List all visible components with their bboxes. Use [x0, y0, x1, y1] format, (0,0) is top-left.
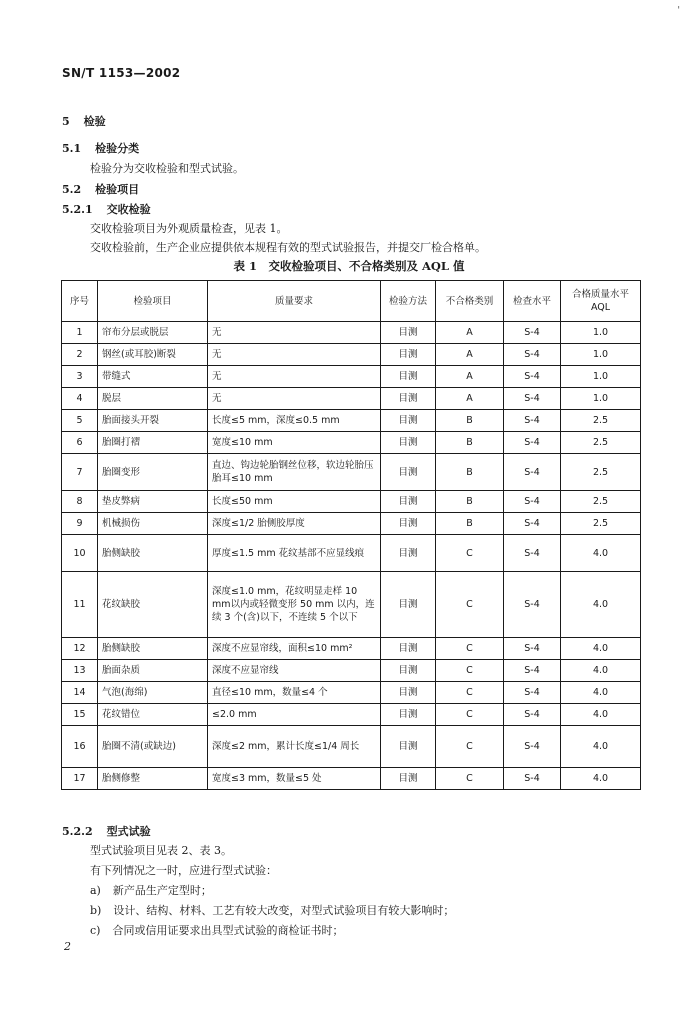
header-aql-line-2: AQL [590, 302, 611, 313]
header-class: 不合格类别 [436, 281, 504, 322]
table-header-row [62, 281, 641, 322]
cell-class: B [436, 432, 504, 454]
section-5-2-title: 检验项目 [95, 183, 140, 196]
cell-requirement: 长度≤50 mm [208, 491, 381, 513]
cell-requirement: 宽度≤3 mm，数量≤5 处 [208, 768, 381, 790]
cell-class: B [436, 491, 504, 513]
section-5-1-heading [62, 140, 139, 156]
cell-aql: 1.0 [561, 366, 641, 388]
table-row [62, 491, 641, 513]
cell-method: 目测 [381, 768, 436, 790]
cell-aql: 4.0 [561, 726, 641, 768]
section-5-number: 5 [62, 115, 70, 128]
cell-level: S-4 [504, 638, 561, 660]
cell-method: 目测 [381, 535, 436, 572]
section-5-title: 检验 [83, 115, 106, 128]
cell-aql: 4.0 [561, 768, 641, 790]
cell-method: 目测 [381, 322, 436, 344]
cell-aql: 2.5 [561, 410, 641, 432]
section-5-2-2-para-1: 型式试验项目见表 2、表 3。 [90, 844, 232, 857]
section-5-2-2-heading [62, 823, 151, 839]
cell-method: 目测 [381, 388, 436, 410]
cell-requirement: 深度≤2 mm，累计长度≤1/4 周长 [208, 726, 381, 768]
cell-no: 2 [62, 344, 98, 366]
cell-method: 目测 [381, 660, 436, 682]
list-item-c-label: c) [90, 924, 101, 937]
header-requirement: 质量要求 [208, 281, 381, 322]
cell-item: 钢丝(或耳胶)断裂 [98, 344, 208, 366]
cell-level: S-4 [504, 388, 561, 410]
cell-aql: 1.0 [561, 344, 641, 366]
header-level: 检查水平 [504, 281, 561, 322]
section-5-2-1-title: 交收检验 [106, 203, 151, 216]
cell-item: 垫皮弊病 [98, 491, 208, 513]
cell-requirement: 深度≤1.0 mm，花纹明显走样 10 mm以内或轻微变形 50 mm 以内，连续 3 个(含)以下，不连续 5 个以下 [208, 572, 381, 638]
table-row [62, 768, 641, 790]
cell-requirement: ≤2.0 mm [208, 704, 381, 726]
list-item-b-label: b) [90, 904, 102, 917]
table-row [62, 682, 641, 704]
cell-level: S-4 [504, 535, 561, 572]
cell-item: 机械损伤 [98, 513, 208, 535]
cell-class: A [436, 388, 504, 410]
cell-no: 14 [62, 682, 98, 704]
section-5-2-1-heading [62, 201, 151, 217]
section-5-1-title: 检验分类 [95, 142, 140, 155]
table-row [62, 410, 641, 432]
cell-item: 花纹错位 [98, 704, 208, 726]
cell-item: 胎侧缺胶 [98, 535, 208, 572]
header-aql-line-1: 合格质量水平 [571, 289, 629, 300]
cell-class: A [436, 344, 504, 366]
cell-requirement: 深度≤1/2 胎侧胶厚度 [208, 513, 381, 535]
cell-level: S-4 [504, 682, 561, 704]
cell-requirement: 厚度≤1.5 mm 花纹基部不应显线痕 [208, 535, 381, 572]
cell-requirement: 无 [208, 322, 381, 344]
list-item-b-text: 设计、结构、材料、工艺有较大改变，对型式试验项目有较大影响时； [113, 904, 455, 917]
section-5-2-2-para-2: 有下列情况之一时，应进行型式试验： [90, 864, 277, 877]
list-item-a-label: a) [90, 884, 101, 897]
cell-method: 目测 [381, 704, 436, 726]
section-5-heading [62, 113, 106, 129]
cell-requirement: 无 [208, 366, 381, 388]
cell-no: 12 [62, 638, 98, 660]
section-5-2-2-title: 型式试验 [106, 825, 151, 838]
cell-level: S-4 [504, 704, 561, 726]
cell-level: S-4 [504, 660, 561, 682]
corner-mark: ' [677, 6, 680, 16]
cell-item: 胎圈打褶 [98, 432, 208, 454]
cell-aql: 2.5 [561, 513, 641, 535]
cell-aql: 4.0 [561, 638, 641, 660]
cell-item: 花纹缺胶 [98, 572, 208, 638]
page-number: 2 [64, 940, 71, 953]
table-row [62, 366, 641, 388]
section-5-2-1-para-1: 交收检验项目为外观质量检查，见表 1。 [90, 222, 288, 235]
cell-requirement: 无 [208, 388, 381, 410]
cell-no: 6 [62, 432, 98, 454]
cell-level: S-4 [504, 491, 561, 513]
cell-requirement: 深度不应显帘线，面积≤10 mm² [208, 638, 381, 660]
cell-no: 3 [62, 366, 98, 388]
cell-item: 胎圈不清(或缺边) [98, 726, 208, 768]
cell-no: 15 [62, 704, 98, 726]
cell-level: S-4 [504, 432, 561, 454]
cell-class: C [436, 660, 504, 682]
cell-aql: 4.0 [561, 660, 641, 682]
cell-item: 胎面接头开裂 [98, 410, 208, 432]
cell-item: 胎侧缺胶 [98, 638, 208, 660]
header-aql [561, 281, 641, 322]
cell-no: 11 [62, 572, 98, 638]
cell-item: 胎面杂质 [98, 660, 208, 682]
cell-no: 5 [62, 410, 98, 432]
table-row [62, 344, 641, 366]
cell-level: S-4 [504, 344, 561, 366]
cell-aql: 4.0 [561, 572, 641, 638]
list-item-a-text: 新产品生产定型时； [112, 884, 212, 897]
cell-class: B [436, 513, 504, 535]
cell-requirement: 宽度≤10 mm [208, 432, 381, 454]
cell-requirement: 直径≤10 mm，数量≤4 个 [208, 682, 381, 704]
list-item-a [90, 882, 212, 898]
cell-aql: 2.5 [561, 491, 641, 513]
cell-level: S-4 [504, 768, 561, 790]
cell-no: 17 [62, 768, 98, 790]
cell-method: 目测 [381, 344, 436, 366]
cell-class: C [436, 726, 504, 768]
section-5-2-1-para-2: 交收检验前，生产企业应提供依本规程有效的型式试验报告，并提交厂检合格单。 [90, 241, 486, 254]
cell-class: B [436, 454, 504, 491]
cell-no: 10 [62, 535, 98, 572]
cell-method: 目测 [381, 682, 436, 704]
table-1-caption: 表 1 交收检验项目、不合格类别及 AQL 值 [233, 259, 465, 273]
inspection-table [61, 280, 641, 790]
section-5-2-2-number: 5.2.2 [62, 825, 93, 838]
cell-requirement: 长度≤5 mm，深度≤0.5 mm [208, 410, 381, 432]
table-row [62, 535, 641, 572]
cell-method: 目测 [381, 454, 436, 491]
section-5-1-number: 5.1 [62, 142, 82, 155]
cell-no: 7 [62, 454, 98, 491]
cell-level: S-4 [504, 410, 561, 432]
table-row [62, 388, 641, 410]
cell-class: A [436, 322, 504, 344]
table-row [62, 660, 641, 682]
cell-class: C [436, 704, 504, 726]
cell-no: 16 [62, 726, 98, 768]
cell-level: S-4 [504, 322, 561, 344]
cell-method: 目测 [381, 513, 436, 535]
cell-requirement: 无 [208, 344, 381, 366]
cell-no: 9 [62, 513, 98, 535]
cell-class: C [436, 535, 504, 572]
cell-no: 13 [62, 660, 98, 682]
cell-requirement: 深度不应显帘线 [208, 660, 381, 682]
table-row [62, 322, 641, 344]
cell-class: C [436, 638, 504, 660]
cell-level: S-4 [504, 726, 561, 768]
table-row [62, 704, 641, 726]
standard-code: SN/T 1153—2002 [62, 66, 181, 80]
cell-aql: 1.0 [561, 322, 641, 344]
header-item: 检验项目 [98, 281, 208, 322]
cell-no: 8 [62, 491, 98, 513]
table-row [62, 726, 641, 768]
cell-class: C [436, 682, 504, 704]
cell-class: A [436, 366, 504, 388]
cell-class: C [436, 572, 504, 638]
cell-level: S-4 [504, 366, 561, 388]
cell-method: 目测 [381, 572, 436, 638]
cell-item: 气泡(海绵) [98, 682, 208, 704]
cell-aql: 2.5 [561, 454, 641, 491]
cell-class: C [436, 768, 504, 790]
cell-class: B [436, 410, 504, 432]
cell-requirement: 直边、钩边轮胎钢丝位移，软边轮胎压胎耳≤10 mm [208, 454, 381, 491]
cell-item: 帘布分层或脱层 [98, 322, 208, 344]
table-row [62, 454, 641, 491]
cell-item: 脱层 [98, 388, 208, 410]
cell-no: 1 [62, 322, 98, 344]
cell-method: 目测 [381, 638, 436, 660]
cell-item: 带缝式 [98, 366, 208, 388]
header-method: 检验方法 [381, 281, 436, 322]
cell-item: 胎圈变形 [98, 454, 208, 491]
cell-method: 目测 [381, 366, 436, 388]
table-row [62, 572, 641, 638]
cell-level: S-4 [504, 572, 561, 638]
cell-level: S-4 [504, 513, 561, 535]
cell-item: 胎侧修整 [98, 768, 208, 790]
header-no: 序号 [62, 281, 98, 322]
list-item-c-text: 合同或信用证要求出具型式试验的商检证书时； [112, 924, 344, 937]
section-5-2-number: 5.2 [62, 183, 82, 196]
cell-aql: 1.0 [561, 388, 641, 410]
list-item-b [90, 902, 454, 918]
cell-method: 目测 [381, 491, 436, 513]
cell-method: 目测 [381, 410, 436, 432]
section-5-2-heading [62, 181, 139, 197]
section-5-1-text: 检验分为交收检验和型式试验。 [90, 162, 244, 175]
table-row [62, 638, 641, 660]
cell-aql: 4.0 [561, 535, 641, 572]
cell-no: 4 [62, 388, 98, 410]
table-row [62, 513, 641, 535]
list-item-c [90, 922, 343, 938]
table-row [62, 432, 641, 454]
cell-aql: 4.0 [561, 704, 641, 726]
cell-level: S-4 [504, 454, 561, 491]
cell-aql: 2.5 [561, 432, 641, 454]
cell-aql: 4.0 [561, 682, 641, 704]
cell-method: 目测 [381, 432, 436, 454]
cell-method: 目测 [381, 726, 436, 768]
section-5-2-1-number: 5.2.1 [62, 203, 93, 216]
